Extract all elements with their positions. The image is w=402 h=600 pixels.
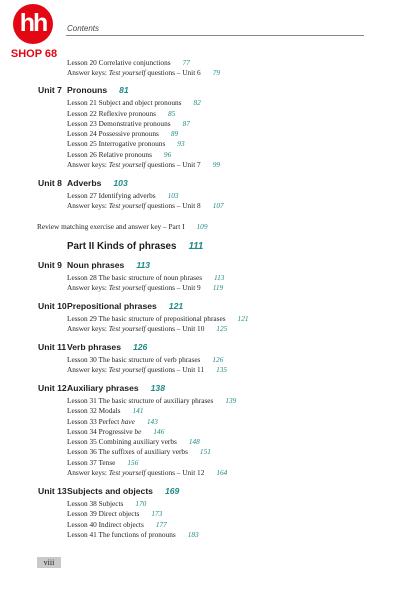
unit-title[interactable] [67,342,147,352]
lesson-entry[interactable] [67,314,249,324]
page-ref: 111 [188,241,204,252]
page-ref: 103 [167,191,179,200]
page-ref: 96 [163,150,172,159]
answer-key-entry[interactable] [67,468,227,478]
lesson-entry[interactable] [67,427,164,437]
unit-title[interactable] [67,178,128,188]
part-title-text: Part II Kinds of phrases [67,241,177,252]
answer-key-entry[interactable] [67,283,223,293]
page-ref: 183 [187,530,199,539]
page-ref: 126 [212,355,224,364]
entry-text: Lesson 41 The functions of pronouns [67,530,176,539]
entry-text: Lesson 28 The basic structure of noun phrases [67,273,203,282]
entry-emphasis: Test yourself [108,160,146,169]
page-ref: 126 [132,342,148,352]
entry-text: questions – Unit 12 [145,468,205,477]
page-ref: 135 [216,365,228,374]
unit-number: Unit 9 [38,260,62,270]
lesson-entry[interactable] [67,499,146,509]
page-ref: 141 [132,406,144,415]
unit-title-text: Noun phrases [67,260,125,270]
entry-text: Lesson 21 Subject and object pronouns [67,98,182,107]
lesson-entry[interactable] [67,520,167,530]
unit-number: Unit 7 [38,85,62,95]
entry-text: Review matching exercise and answer key – Part I [37,222,185,231]
unit-title[interactable] [67,85,129,95]
page-ref: 148 [188,437,200,446]
page-ref: 164 [216,468,228,477]
page-ref: 151 [199,447,211,456]
page-ref: 138 [150,383,165,393]
entry-emphasis: Test yourself [108,68,146,77]
unit-number: Unit 8 [38,178,62,188]
entry-text: Lesson 30 The basic structure of verb phrases [67,355,201,364]
page-ref: 113 [136,260,151,270]
entry-text: Lesson 32 Modals [67,406,121,415]
unit-title[interactable] [67,486,179,496]
page-ref: 143 [146,417,158,426]
page-ref: 109 [196,222,208,231]
unit-title-text: Subjects and objects [67,486,153,496]
lesson-entry[interactable] [67,119,190,129]
unit-title-text: Pronouns [67,85,108,95]
shop-logo [5,4,63,64]
entry-text: questions – Unit 6 [145,68,201,77]
page-ref: 107 [212,201,224,210]
page-ref: 125 [216,324,228,333]
entry-text: Answer keys: [67,201,109,210]
unit-number: Unit 10 [38,301,67,311]
lesson-entry[interactable] [67,98,201,108]
page-ref: 121 [168,301,184,311]
entry-text: questions – Unit 8 [145,201,201,210]
page-ref: 99 [212,160,221,169]
entry-text: Lesson 25 Interrogative pronouns [67,139,166,148]
running-header: Contents [67,24,100,33]
entry-text: questions – Unit 11 [145,365,205,374]
lesson-entry[interactable] [67,129,178,139]
entry-text: Lesson 36 The suffixes of auxiliary verbs [67,447,188,456]
answer-key-entry[interactable] [67,68,220,78]
entry-text: Answer keys: [67,68,109,77]
entry-text: Lesson 34 Progressive [67,427,135,436]
entry-emphasis: be [134,427,142,436]
unit-number: Unit 11 [38,342,67,352]
entry-text: Lesson 33 Perfect [67,417,122,426]
entry-emphasis: have [121,417,135,426]
entry-text: Lesson 39 Direct objects [67,509,140,518]
review-entry[interactable] [37,222,207,231]
entry-text: questions – Unit 9 [145,283,201,292]
page-number: viii [37,557,61,568]
entry-text: Lesson 27 Identifying adverbs [67,191,156,200]
entry-text: Lesson 35 Combining auxiliary verbs [67,437,177,446]
page-ref: 103 [113,178,128,188]
unit-number: Unit 12 [38,383,67,393]
page-ref: 113 [214,273,225,282]
entry-text: Lesson 23 Demonstrative pronouns [67,119,171,128]
entry-text: Lesson 20 Correlative conjunctions [67,58,171,67]
logo-mark: hh [13,4,53,44]
entry-text: Lesson 37 Tense [67,458,116,467]
unit-title[interactable] [67,383,165,393]
answer-key-entry[interactable] [67,324,227,334]
entry-text: Answer keys: [67,468,109,477]
entry-text: Lesson 26 Relative pronouns [67,150,152,159]
page-ref: 156 [127,458,139,467]
entry-text: Lesson 24 Possessive pronouns [67,129,159,138]
lesson-entry[interactable] [67,406,143,416]
lesson-entry[interactable] [67,396,236,406]
answer-key-entry[interactable] [67,201,224,211]
entry-text: questions – Unit 7 [145,160,201,169]
unit-title[interactable] [67,260,150,270]
lesson-entry[interactable] [67,458,138,468]
header-rule [66,35,364,36]
lesson-entry[interactable] [67,447,211,457]
lesson-entry[interactable] [67,417,158,427]
page-ref: 93 [177,139,185,148]
entry-emphasis: Test yourself [108,468,146,477]
lesson-entry[interactable] [67,273,224,283]
page-ref: 121 [237,314,249,323]
entry-text: Lesson 38 Subjects [67,499,124,508]
entry-text: Answer keys: [67,324,109,333]
lesson-entry[interactable] [67,109,175,119]
page-ref: 89 [170,129,179,138]
lesson-entry[interactable] [67,355,223,365]
part-title[interactable] [67,241,203,252]
page-ref: 169 [164,486,180,496]
logo-shop-text: SHOP 68 [10,48,58,60]
entry-text: questions – Unit 10 [145,324,205,333]
lesson-entry[interactable] [67,139,185,149]
unit-title-text: Adverbs [67,178,102,188]
page-ref: 81 [119,85,129,95]
page-ref: 177 [155,520,167,529]
entry-text: Lesson 29 The basic structure of prepositional phrases [67,314,226,323]
unit-title-text: Prepositional phrases [67,301,157,311]
page-ref: 139 [225,396,237,405]
page-ref: 77 [182,58,190,67]
entry-text: Answer keys: [67,160,109,169]
lesson-entry[interactable] [67,509,162,519]
unit-title-text: Auxiliary phrases [67,383,139,393]
entry-emphasis: Test yourself [108,201,146,210]
page-ref: 79 [212,68,221,77]
entry-text: Answer keys: [67,365,109,374]
entry-text: Lesson 22 Reflexive pronouns [67,109,156,118]
entry-emphasis: Test yourself [108,324,146,333]
unit-number: Unit 13 [38,486,67,496]
entry-text: Lesson 40 Indirect objects [67,520,144,529]
entry-text: Lesson 31 The basic structure of auxiliary phrases [67,396,214,405]
page-ref: 82 [193,98,201,107]
answer-key-entry[interactable] [67,365,227,375]
entry-emphasis: Test yourself [108,365,146,374]
page-ref: 87 [182,119,190,128]
lesson-entry[interactable] [67,191,179,201]
page-ref: 85 [167,109,176,118]
unit-title-text: Verb phrases [67,342,121,352]
page-ref: 170 [135,499,147,508]
lesson-entry[interactable] [67,530,199,540]
lesson-entry[interactable] [67,150,171,160]
entry-text: Answer keys: [67,283,109,292]
page-ref: 173 [151,509,163,518]
unit-title[interactable] [67,301,183,311]
page-ref: 119 [212,283,224,292]
page-ref: 146 [153,427,165,436]
lesson-entry[interactable] [67,58,190,68]
lesson-entry[interactable] [67,437,200,447]
entry-emphasis: Test yourself [108,283,146,292]
answer-key-entry[interactable] [67,160,220,170]
